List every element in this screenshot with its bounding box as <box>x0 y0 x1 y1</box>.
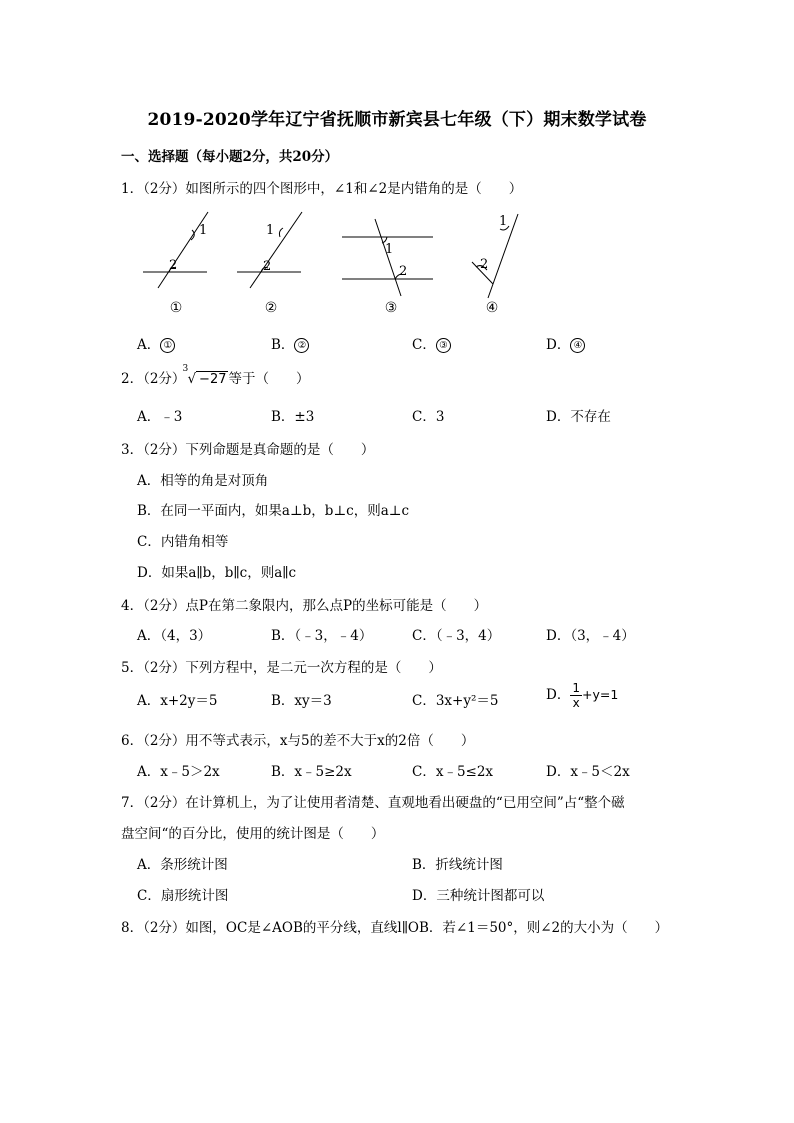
question-2 <box>121 364 310 387</box>
option-letter: D． <box>546 687 571 703</box>
question-7-line-2: 盘空间“的百分比，使用的统计图是（ ） <box>121 826 385 842</box>
fig4-label-1: 1 <box>499 214 508 229</box>
q2-prefix: 2．（2分） <box>121 371 186 387</box>
fig1-caption: ① <box>169 300 183 316</box>
q5-option-a[interactable]: A．x+2y＝5 <box>137 693 218 709</box>
q6-option-c[interactable]: C．x﹣5≤2x <box>412 764 494 780</box>
q1-option-c[interactable] <box>412 333 451 353</box>
q3-option-b[interactable]: B．在同一平面内，如果a⊥b，b⊥c，则a⊥c <box>137 503 410 519</box>
question-4: 4．（2分）点P在第二象限内，那么点P的坐标可能是（ ） <box>121 598 488 614</box>
fig2-label-2: 2 <box>263 259 272 274</box>
q4-option-c[interactable]: C．（﹣3，4） <box>412 628 501 644</box>
q6-option-a[interactable]: A．x﹣5＞2x <box>137 764 220 780</box>
fig2-caption: ② <box>264 300 278 316</box>
fraction-numerator: 1 <box>572 681 580 695</box>
option-symbol: ③ <box>436 338 451 353</box>
fig2-angle1-arc <box>279 228 283 237</box>
q3-option-d[interactable]: D．如果a∥b，b∥c，则a∥c <box>137 565 297 581</box>
q5-option-b[interactable]: B．xy＝3 <box>271 693 332 709</box>
q6-option-b[interactable]: B．x﹣5≥2x <box>271 764 352 780</box>
fig1-label-1: 1 <box>199 223 208 238</box>
q4-option-a[interactable]: A．（4，3） <box>137 628 212 644</box>
q1-figures <box>135 208 535 323</box>
option-rest: +y=1 <box>581 687 619 702</box>
fig3-caption: ③ <box>384 300 398 316</box>
fig1-label-2: 2 <box>169 258 178 273</box>
question-6: 6．（2分）用不等式表示，x与5的差不大于x的2倍（ ） <box>121 733 475 749</box>
q4-option-d[interactable]: D．（3，﹣4） <box>546 628 635 644</box>
fraction-denominator: x <box>572 696 580 710</box>
option-letter: B． <box>271 337 295 353</box>
question-5: 5．（2分）下列方程中，是二元一次方程的是（ ） <box>121 660 442 676</box>
q6-option-d[interactable]: D．x﹣5＜2x <box>546 764 630 780</box>
question-3: 3．（2分）下列命题是真命题的是（ ） <box>121 442 375 458</box>
option-letter: C． <box>412 337 436 353</box>
q4-option-b[interactable]: B．（﹣3，﹣4） <box>271 628 373 644</box>
q2-option-a[interactable]: A．﹣3 <box>137 409 183 425</box>
option-letter: D． <box>546 337 571 353</box>
q3-option-c[interactable]: C．内错角相等 <box>137 534 229 550</box>
q5-option-d[interactable] <box>546 681 618 710</box>
q7-option-c[interactable]: C．扇形统计图 <box>137 888 229 904</box>
q2-suffix: 等于（ ） <box>228 371 310 387</box>
option-letter: A． <box>137 337 161 353</box>
radicand: −27 <box>196 371 228 387</box>
q7-option-b[interactable]: B．折线统计图 <box>412 857 503 873</box>
fig4-caption: ④ <box>485 300 499 316</box>
fig3-label-1: 1 <box>385 242 394 257</box>
fig4-label-2: 2 <box>480 257 489 272</box>
fig3-label-2: 2 <box>399 264 408 279</box>
q1-option-d[interactable] <box>546 333 585 353</box>
q7-option-d[interactable]: D．三种统计图都可以 <box>412 888 545 904</box>
page-title: 2019-2020学年辽宁省抚顺市新宾县七年级（下）期末数学试卷 <box>147 110 647 130</box>
q3-option-a[interactable]: A．相等的角是对顶角 <box>137 473 269 489</box>
fraction <box>570 681 582 710</box>
question-8: 8．（2分）如图，OC是∠AOB的平分线，直线l∥OB．若∠1＝50°，则∠2的大小为（ ） <box>121 920 669 936</box>
section-heading: 一、选择题（每小题2分，共20分） <box>121 149 339 165</box>
q2-option-c[interactable]: C．3 <box>412 409 445 425</box>
q1-option-b[interactable] <box>271 333 309 353</box>
fig3-transversal <box>375 219 401 296</box>
q7-option-a[interactable]: A．条形统计图 <box>137 857 228 873</box>
q5-option-c[interactable]: C．3x+y²＝5 <box>412 693 499 709</box>
cube-root: 3 √ −27 <box>182 364 227 387</box>
q1-option-a[interactable] <box>137 333 175 353</box>
question-7-line-1: 7．（2分）在计算机上，为了让使用者清楚、直观地看出硬盘的“已用空间”占“整个磁 <box>121 795 625 811</box>
fig2-label-1: 1 <box>266 223 275 238</box>
root-index: 3 <box>182 364 189 374</box>
option-symbol: ① <box>160 338 175 353</box>
q2-option-d[interactable]: D．不存在 <box>546 409 611 425</box>
option-symbol: ② <box>294 338 309 353</box>
option-symbol: ④ <box>570 338 585 353</box>
fig2-transversal <box>250 212 302 288</box>
question-1: 1．（2分）如图所示的四个图形中，∠1和∠2是内错角的是（ ） <box>121 181 523 197</box>
q2-option-b[interactable]: B．±3 <box>271 409 315 425</box>
